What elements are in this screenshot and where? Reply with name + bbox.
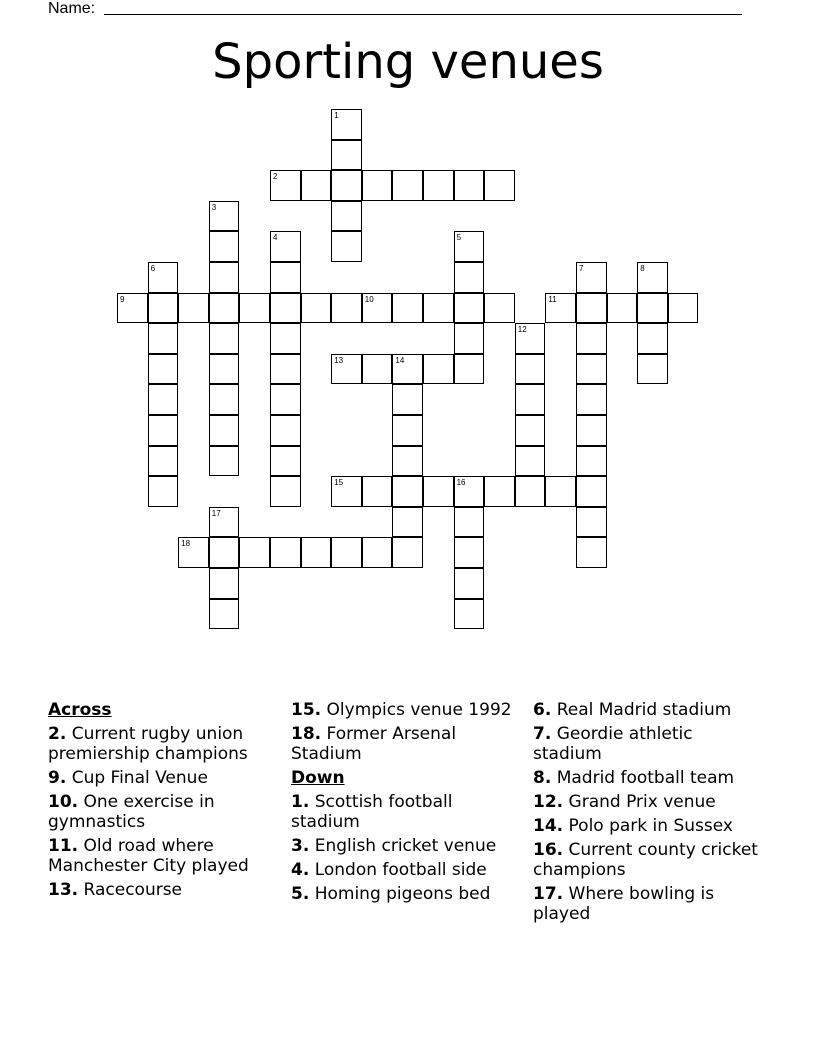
grid-cell[interactable] bbox=[117, 293, 148, 324]
down-clue bbox=[291, 860, 523, 880]
grid-cell[interactable] bbox=[392, 476, 423, 507]
clue-text: Current county cricket champions bbox=[533, 840, 758, 880]
grid-cell[interactable] bbox=[148, 323, 179, 354]
down-heading: Down bbox=[291, 768, 345, 788]
down-clue bbox=[291, 792, 523, 832]
grid-cell[interactable] bbox=[515, 384, 546, 415]
grid-cell[interactable] bbox=[607, 293, 638, 324]
grid-cell[interactable] bbox=[423, 354, 454, 385]
across-clue bbox=[48, 880, 280, 900]
clue-text: Current rugby union premiership champions bbox=[48, 724, 248, 764]
grid-cell[interactable] bbox=[148, 293, 179, 324]
clue-number-label: 11. bbox=[48, 836, 79, 856]
grid-cell[interactable] bbox=[209, 262, 240, 293]
grid-cell[interactable] bbox=[148, 446, 179, 477]
clue-number: 6 bbox=[150, 264, 156, 273]
grid-cell[interactable] bbox=[392, 415, 423, 446]
across-clue-list bbox=[48, 724, 280, 900]
grid-cell[interactable] bbox=[423, 293, 454, 324]
grid-cell[interactable] bbox=[331, 170, 362, 201]
clue-number-label: 18. bbox=[291, 724, 322, 744]
grid-cell[interactable] bbox=[209, 354, 240, 385]
clue-number: 10 bbox=[364, 294, 374, 304]
grid-cell[interactable] bbox=[423, 170, 454, 201]
grid-cell[interactable] bbox=[392, 507, 423, 538]
clue-number: 4 bbox=[273, 233, 278, 243]
clue-number-label: 5. bbox=[291, 884, 310, 904]
grid-cell[interactable] bbox=[576, 384, 607, 415]
grid-cell[interactable] bbox=[576, 293, 607, 324]
grid-cell[interactable] bbox=[270, 384, 301, 415]
grid-cell[interactable] bbox=[515, 323, 546, 354]
clue-text: Real Madrid stadium bbox=[551, 700, 732, 720]
grid-cell[interactable] bbox=[148, 476, 179, 507]
across-clue bbox=[291, 724, 523, 764]
clue-number-label: 4. bbox=[291, 860, 310, 880]
grid-cell[interactable] bbox=[270, 415, 301, 446]
grid-cell[interactable] bbox=[576, 262, 607, 293]
clue-number-label: 2. bbox=[48, 724, 67, 744]
grid-cell[interactable] bbox=[454, 507, 485, 538]
clue-number-label: 13. bbox=[48, 880, 79, 900]
grid-cell[interactable] bbox=[454, 476, 485, 507]
grid-cell[interactable] bbox=[270, 293, 301, 324]
down-clue bbox=[533, 792, 765, 812]
grid-cell[interactable] bbox=[270, 446, 301, 477]
grid-cell[interactable] bbox=[576, 446, 607, 477]
clue-text: Olympics venue 1992 bbox=[321, 700, 512, 720]
across-clue bbox=[48, 792, 280, 832]
grid-cell[interactable] bbox=[209, 231, 240, 262]
grid-cell[interactable] bbox=[209, 293, 240, 324]
clue-number: 8 bbox=[640, 264, 645, 273]
clue-text: Geordie athletic stadium bbox=[533, 724, 693, 764]
down-clue bbox=[533, 768, 765, 788]
clue-text: English cricket venue bbox=[309, 836, 497, 856]
grid-cell[interactable] bbox=[209, 323, 240, 354]
grid-cell[interactable] bbox=[454, 231, 485, 262]
clue-number: 12 bbox=[517, 325, 527, 335]
grid-cell[interactable] bbox=[301, 537, 332, 568]
clue-text: Cup Final Venue bbox=[66, 768, 208, 788]
grid-cell[interactable] bbox=[637, 262, 668, 293]
down-clue-list-continued bbox=[533, 700, 765, 924]
across-heading: Across bbox=[48, 700, 112, 720]
down-clue bbox=[533, 724, 765, 764]
clue-number-label: 7. bbox=[533, 724, 552, 744]
across-clue bbox=[48, 836, 280, 876]
clue-number: 7 bbox=[579, 264, 584, 273]
grid-cell[interactable] bbox=[148, 354, 179, 385]
grid-cell[interactable] bbox=[637, 323, 668, 354]
grid-cell[interactable] bbox=[392, 446, 423, 477]
clue-number-label: 10. bbox=[48, 792, 79, 812]
grid-cell[interactable] bbox=[209, 384, 240, 415]
grid-cell[interactable] bbox=[454, 323, 485, 354]
grid-cell[interactable] bbox=[576, 537, 607, 568]
grid-cell[interactable] bbox=[209, 201, 240, 232]
clue-text: Former Arsenal Stadium bbox=[291, 724, 457, 764]
clue-number: 13 bbox=[334, 355, 344, 365]
clue-number-label: 8. bbox=[533, 768, 552, 788]
grid-cell[interactable] bbox=[392, 384, 423, 415]
clue-number: 3 bbox=[211, 202, 217, 212]
grid-cell[interactable] bbox=[454, 599, 485, 630]
clue-number-label: 12. bbox=[533, 792, 564, 812]
grid-cell[interactable] bbox=[148, 262, 179, 293]
grid-cell[interactable] bbox=[392, 293, 423, 324]
grid-cell[interactable] bbox=[454, 262, 485, 293]
grid-cell[interactable] bbox=[484, 476, 515, 507]
clue-number-label: 17. bbox=[533, 884, 564, 904]
grid-cell[interactable] bbox=[423, 476, 454, 507]
grid-cell[interactable] bbox=[637, 354, 668, 385]
grid-cell[interactable] bbox=[362, 293, 393, 324]
clue-number-label: 6. bbox=[533, 700, 552, 720]
grid-cell[interactable] bbox=[576, 323, 607, 354]
grid-cell[interactable] bbox=[454, 568, 485, 599]
clue-number: 5 bbox=[456, 233, 462, 243]
grid-cell[interactable] bbox=[239, 293, 270, 324]
grid-cell[interactable] bbox=[270, 170, 301, 201]
clue-number-label: 16. bbox=[533, 840, 564, 860]
grid-cell[interactable] bbox=[270, 537, 301, 568]
grid-cell[interactable] bbox=[576, 354, 607, 385]
clue-text: Homing pigeons bed bbox=[309, 884, 491, 904]
grid-cell[interactable] bbox=[301, 170, 332, 201]
grid-cell[interactable] bbox=[637, 293, 668, 324]
grid-cell[interactable] bbox=[209, 446, 240, 477]
clue-text: London football side bbox=[309, 860, 487, 880]
clue-number-label: 1. bbox=[291, 792, 310, 812]
clue-number-label: 3. bbox=[291, 836, 310, 856]
across-clue bbox=[48, 768, 280, 788]
clue-number-label: 15. bbox=[291, 700, 322, 720]
grid-cell[interactable] bbox=[484, 293, 515, 324]
down-clue bbox=[533, 884, 765, 924]
grid-cell[interactable] bbox=[454, 170, 485, 201]
down-clue-list bbox=[291, 792, 523, 904]
grid-cell[interactable] bbox=[270, 476, 301, 507]
grid-cell[interactable] bbox=[331, 537, 362, 568]
grid-cell[interactable] bbox=[545, 293, 576, 324]
clue-text: Madrid football team bbox=[551, 768, 735, 788]
grid-cell[interactable] bbox=[270, 323, 301, 354]
clue-number: 11 bbox=[548, 294, 557, 304]
grid-cell[interactable] bbox=[454, 537, 485, 568]
grid-cell[interactable] bbox=[515, 354, 546, 385]
grid-cell[interactable] bbox=[515, 476, 546, 507]
down-clue bbox=[533, 840, 765, 880]
clue-text: One exercise in gymnastics bbox=[48, 792, 215, 832]
clue-number: 9 bbox=[120, 294, 125, 304]
grid-cell[interactable] bbox=[668, 293, 699, 324]
clue-number: 14 bbox=[395, 355, 405, 365]
grid-cell[interactable] bbox=[209, 599, 240, 630]
clue-number-label: 14. bbox=[533, 816, 564, 836]
grid-cell[interactable] bbox=[515, 415, 546, 446]
page-title: Sporting venues bbox=[212, 34, 604, 90]
name-label: Name: bbox=[48, 0, 96, 17]
grid-cell[interactable] bbox=[576, 476, 607, 507]
grid-cell[interactable] bbox=[331, 109, 362, 140]
clue-number: 16 bbox=[456, 478, 466, 488]
grid-cell[interactable] bbox=[178, 537, 209, 568]
clues-column-3 bbox=[533, 700, 765, 928]
grid-cell[interactable] bbox=[515, 446, 546, 477]
grid-cell[interactable] bbox=[454, 293, 485, 324]
clue-text: Grand Prix venue bbox=[563, 792, 716, 812]
grid-cell[interactable] bbox=[454, 354, 485, 385]
grid-cell[interactable] bbox=[331, 231, 362, 262]
grid-cell[interactable] bbox=[331, 201, 362, 232]
clue-text: Polo park in Sussex bbox=[563, 816, 733, 836]
grid-cell[interactable] bbox=[331, 354, 362, 385]
grid-cell[interactable] bbox=[209, 537, 240, 568]
grid-cell[interactable] bbox=[392, 170, 423, 201]
across-clue bbox=[48, 724, 280, 764]
grid-cell[interactable] bbox=[545, 476, 576, 507]
grid-cell[interactable] bbox=[392, 354, 423, 385]
grid-cell[interactable] bbox=[270, 231, 301, 262]
clue-text: Where bowling is played bbox=[533, 884, 715, 924]
grid-cell[interactable] bbox=[301, 293, 332, 324]
grid-cell[interactable] bbox=[576, 415, 607, 446]
grid-cell[interactable] bbox=[362, 170, 393, 201]
grid-cell[interactable] bbox=[209, 568, 240, 599]
grid-cell[interactable] bbox=[576, 507, 607, 538]
grid-cell[interactable] bbox=[484, 170, 515, 201]
across-clue-list-continued bbox=[291, 700, 523, 764]
clues-column-1 bbox=[48, 700, 280, 904]
clue-number: 1 bbox=[334, 111, 339, 120]
clues-column-2 bbox=[291, 700, 523, 908]
down-clue bbox=[533, 700, 765, 720]
clue-text: Old road where Manchester City played bbox=[48, 836, 249, 876]
grid-cell[interactable] bbox=[239, 537, 270, 568]
grid-cell[interactable] bbox=[362, 354, 393, 385]
across-clue bbox=[291, 700, 523, 720]
clue-number: 15 bbox=[334, 478, 344, 488]
down-clue bbox=[291, 884, 523, 904]
grid-cell[interactable] bbox=[331, 476, 362, 507]
grid-cell[interactable] bbox=[362, 476, 393, 507]
grid-cell[interactable] bbox=[270, 354, 301, 385]
grid-cell[interactable] bbox=[148, 415, 179, 446]
clue-number: 18 bbox=[181, 539, 191, 549]
grid-cell[interactable] bbox=[362, 537, 393, 568]
grid-cell[interactable] bbox=[209, 507, 240, 538]
down-clue bbox=[291, 836, 523, 856]
clue-number: 2 bbox=[273, 172, 278, 182]
clue-number-label: 9. bbox=[48, 768, 67, 788]
grid-cell[interactable] bbox=[392, 537, 423, 568]
grid-cell[interactable] bbox=[331, 140, 362, 171]
down-clue bbox=[533, 816, 765, 836]
clue-text: Scottish football stadium bbox=[291, 792, 453, 832]
clue-number: 17 bbox=[211, 508, 221, 518]
grid-cell[interactable] bbox=[331, 293, 362, 324]
grid-cell[interactable] bbox=[209, 415, 240, 446]
grid-cell[interactable] bbox=[148, 384, 179, 415]
clue-text: Racecourse bbox=[78, 880, 183, 900]
grid-cell[interactable] bbox=[178, 293, 209, 324]
grid-cell[interactable] bbox=[270, 262, 301, 293]
